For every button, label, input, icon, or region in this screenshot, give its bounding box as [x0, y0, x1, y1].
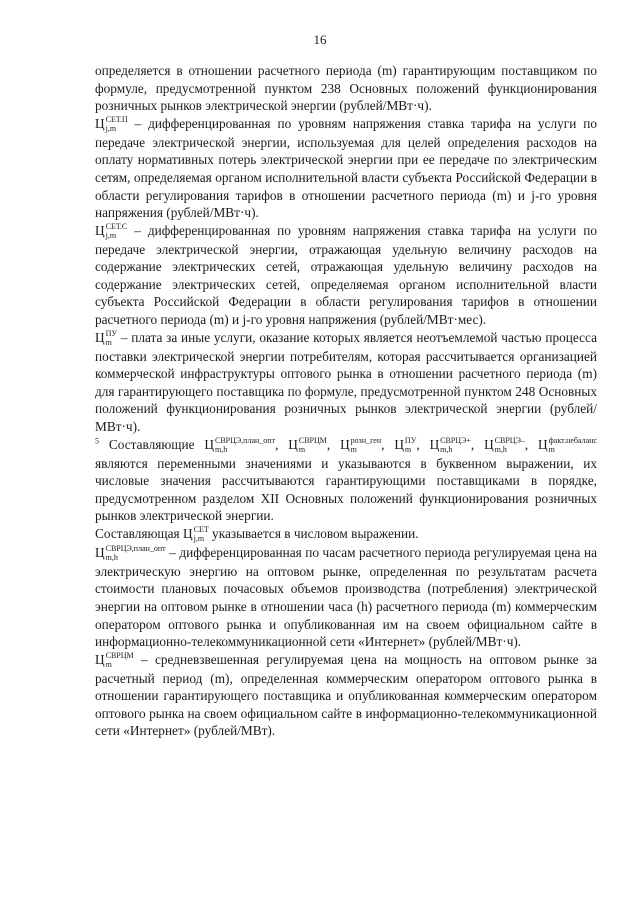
symbol-ts-svrtse-plan-def: Ц СВРЦЭ,план_опт m,h — [95, 543, 166, 562]
paragraph-svrtsm-definition — [95, 651, 597, 740]
symbol-ts-set-p: Ц СЕТ.П j,m — [95, 114, 128, 133]
paragraph-set-s-definition — [95, 222, 597, 329]
symbol-ts-pu-inline: Ц ПУ m — [394, 435, 417, 454]
paragraph-set-p-definition — [95, 115, 597, 222]
symbol-ts-set-s: Ц СЕТ.С j,m — [95, 221, 128, 240]
symbol-ts-fakt-nebalans: Ц факт.небаланс m — [538, 435, 597, 454]
definition-text: – дифференцированная по уровням напряжения ставка тарифа на услуги по передаче электрической энергии, используемая для целей определения расходов на оплату нормативных потерь электрической энергии при ее передаче по электрическим сетям, определяемая органом исполнительной власти субъекта Российской Федерации в области регулирования тарифов в отношении расчетного периода (m) и j-го уровня напряжения (рублей/МВт·ч). — [95, 115, 597, 221]
paragraph-set-numeric: Составляющая Ц СЕТ j,m указывается в числовом выражении. — [95, 524, 419, 543]
symbol-ts-svrtsm-def: Ц СВРЦМ m — [95, 650, 134, 669]
symbol-ts-set: Ц СЕТ j,m — [183, 524, 209, 543]
page-number: 16 — [313, 32, 327, 47]
symbol-ts-svrtsm: Ц СВРЦМ m — [288, 435, 327, 454]
paragraph-footnote-components: $^5$ Составляющие Ц СВРЦЭ,план_опт m,h , Ц СВРЦМ m , Ц розн_ген m , Ц ПУ m , Ц СВРЦЭ+ m,h , Ц СВРЦЭ– m,h , Ц факт.небаланс m являются переменными значениями и указываются в буквенном выражении, их числовые значения рассчитываются гарантирующими поставщиками в порядке, предусмотренном разделом XII Основных положений функционирования розничных рынков электрической энергии. — [95, 435, 597, 524]
definition-text: – средневзвешенная регулируемая цена на мощность на оптовом рынке за расчетный период (m), определенная коммерческим оператором оптового рынка в отношении гарантирующего поставщика и опубликованная коммерческим оператором оптового рынка на своем официальном сайте в информационно-телекоммуникационной сети «Интернет» (рублей/МВт). — [95, 651, 597, 739]
paragraph-pu-definition — [95, 329, 597, 436]
definition-text: – плата за иные услуги, оказание которых является неотъемлемой частью процесса поставки электрической энергии потребителям, которая рассчитывается организацией коммерческой инфраструктуры оптового рынка в отношении расчетного периода (m) для гарантирующего поставщика по формуле, предусмотренной пунктом 248 Основных положений функционирования розничных рынков электрической энергии (рублей/МВт·ч). — [95, 329, 597, 434]
paragraph-continuation: определяется в отношении расчетного периода (m) гарантирующим поставщиком по формуле, предусмотренной пунктом 238 Основных положений функционирования розничных рынков электрической энергии (рублей/МВт·ч). — [95, 63, 597, 114]
paragraph-svrtse-plan-definition — [95, 544, 597, 651]
footnote-mark: 5 — [95, 436, 99, 446]
symbol-ts-svrtse-plus: Ц СВРЦЭ+ m,h — [429, 435, 471, 454]
symbol-ts-svrtse-plan: Ц СВРЦЭ,план_опт m,h — [204, 435, 276, 454]
document-body — [95, 62, 597, 740]
symbol-ts-rozn-gen: Ц розн_ген m — [340, 435, 382, 454]
definition-text: – дифференцированная по уровням напряжения ставка тарифа на услуги по передаче электрической энергии, отражающая удельную величину расходов на содержание электрических сетей, отражающая удельную величину расходов на содержание электрических сетей, определяемая органом исполнительной власти субъекта Российской Федерации в области регулирования тарифов в отношении расчетного периода (m) и j-го уровня напряжения (рублей/МВт·мес). — [95, 222, 597, 328]
symbol-ts-svrtse-minus: Ц СВРЦЭ– m,h — [484, 435, 525, 454]
definition-text: – дифференцированная по часам расчетного периода регулируемая цена на электрическую энергию на оптовом рынке, определенная по результатам расчета стоимости плановых почасовых объемов производства (потребления) электрической энергии на оптовом рынке в отношении часа (h) расчетного периода (m) коммерческим оператором оптового рынка и опубликованная им на своем официальном сайте в информационно-телекоммуникационной сети «Интернет» (рублей/МВт·ч). — [95, 544, 597, 650]
symbol-ts-pu: Ц ПУ m — [95, 328, 118, 347]
